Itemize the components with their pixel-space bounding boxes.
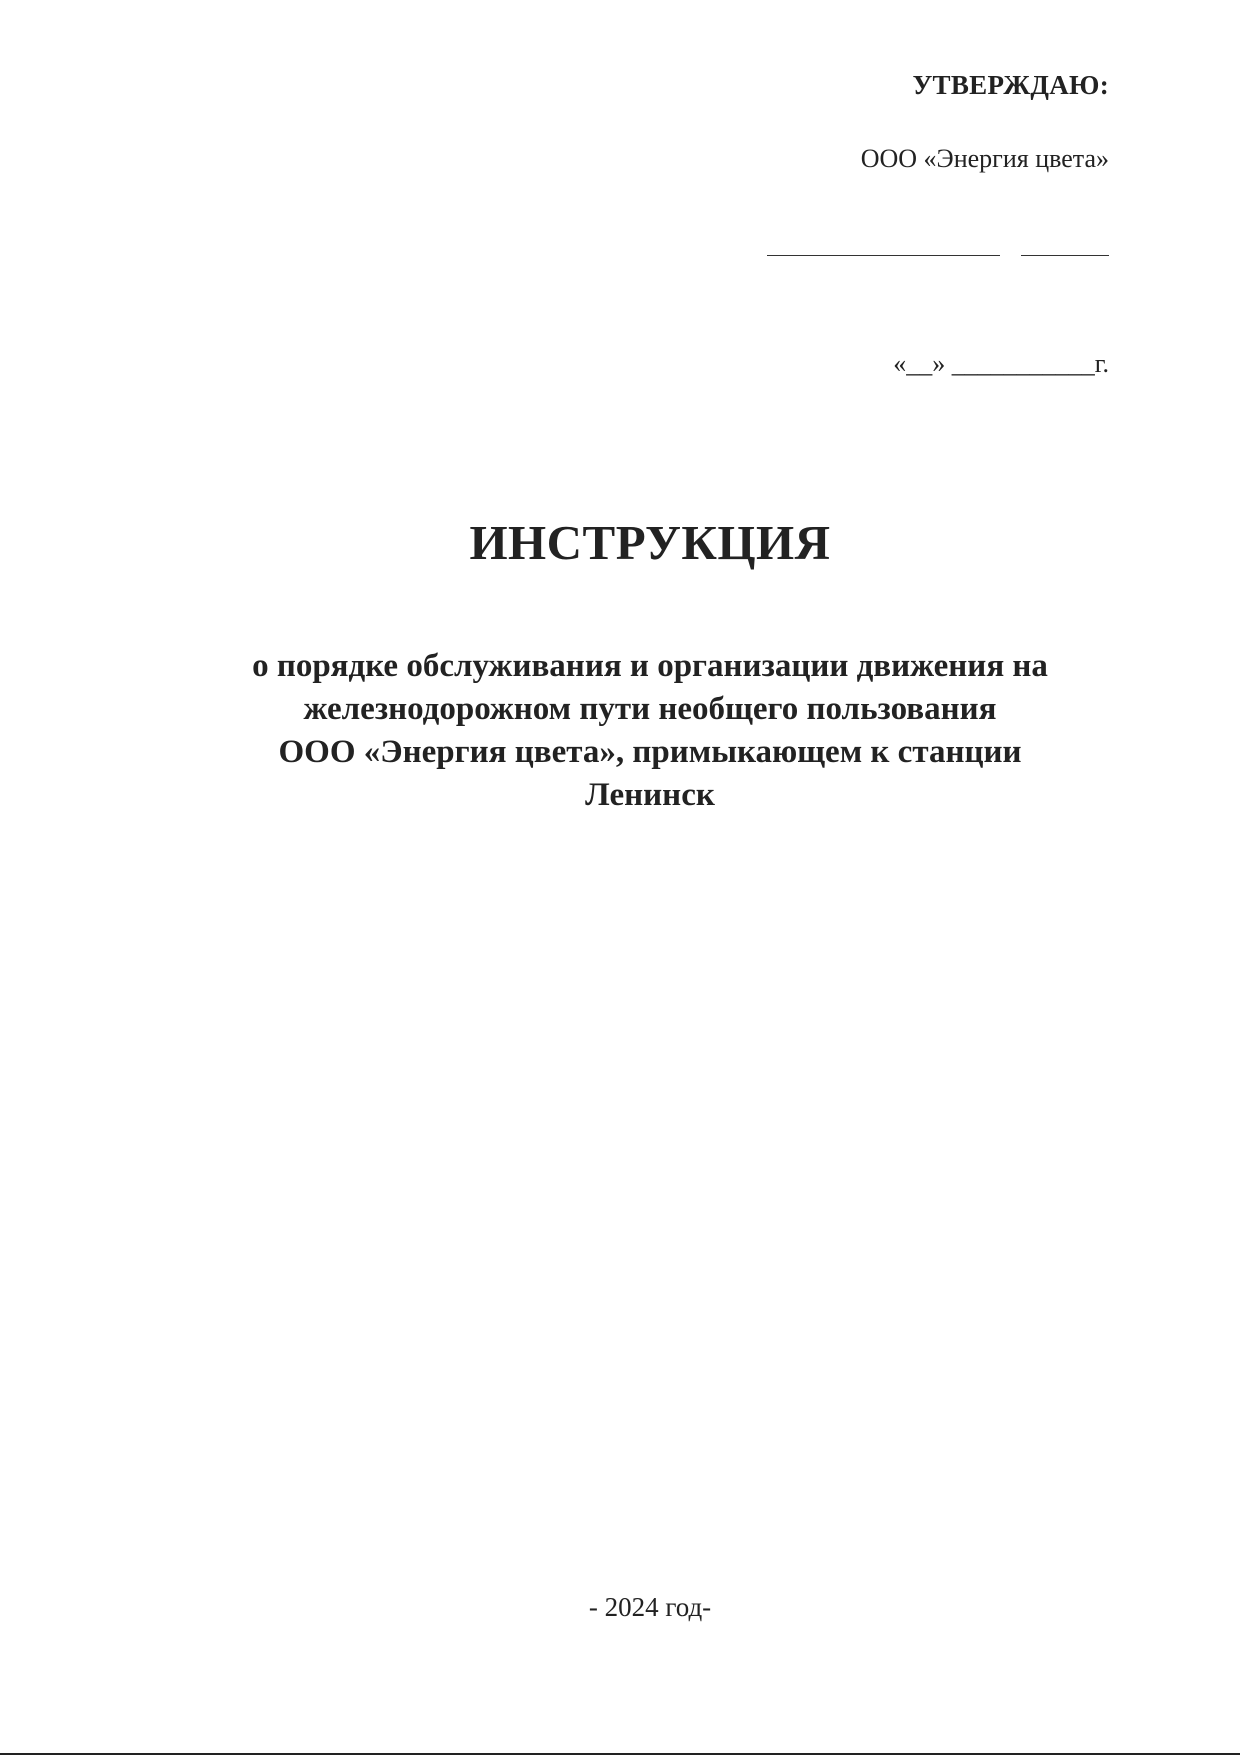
approval-block <box>689 70 1109 378</box>
subtitle-line: о порядке обслуживания и организации движения на <box>252 648 1048 684</box>
subtitle-line: железнодорожном пути необщего пользования <box>303 691 997 727</box>
signature-line <box>767 255 1000 256</box>
signature-name-line <box>1021 255 1109 256</box>
document-title: ИНСТРУКЦИЯ <box>469 515 831 570</box>
subtitle-line: ООО «Энергия цвета», примыкающем к станции <box>278 734 1022 770</box>
signature-lines <box>749 232 1109 256</box>
approval-date-line: «__» ___________г. <box>893 349 1109 378</box>
approval-heading: УТВЕРЖДАЮ: <box>912 70 1109 100</box>
approval-organization: ООО «Энергия цвета» <box>860 144 1109 173</box>
document-year: - 2024 год- <box>588 1592 712 1622</box>
document-subtitle <box>150 645 1150 817</box>
subtitle-line: Ленинск <box>585 777 715 813</box>
